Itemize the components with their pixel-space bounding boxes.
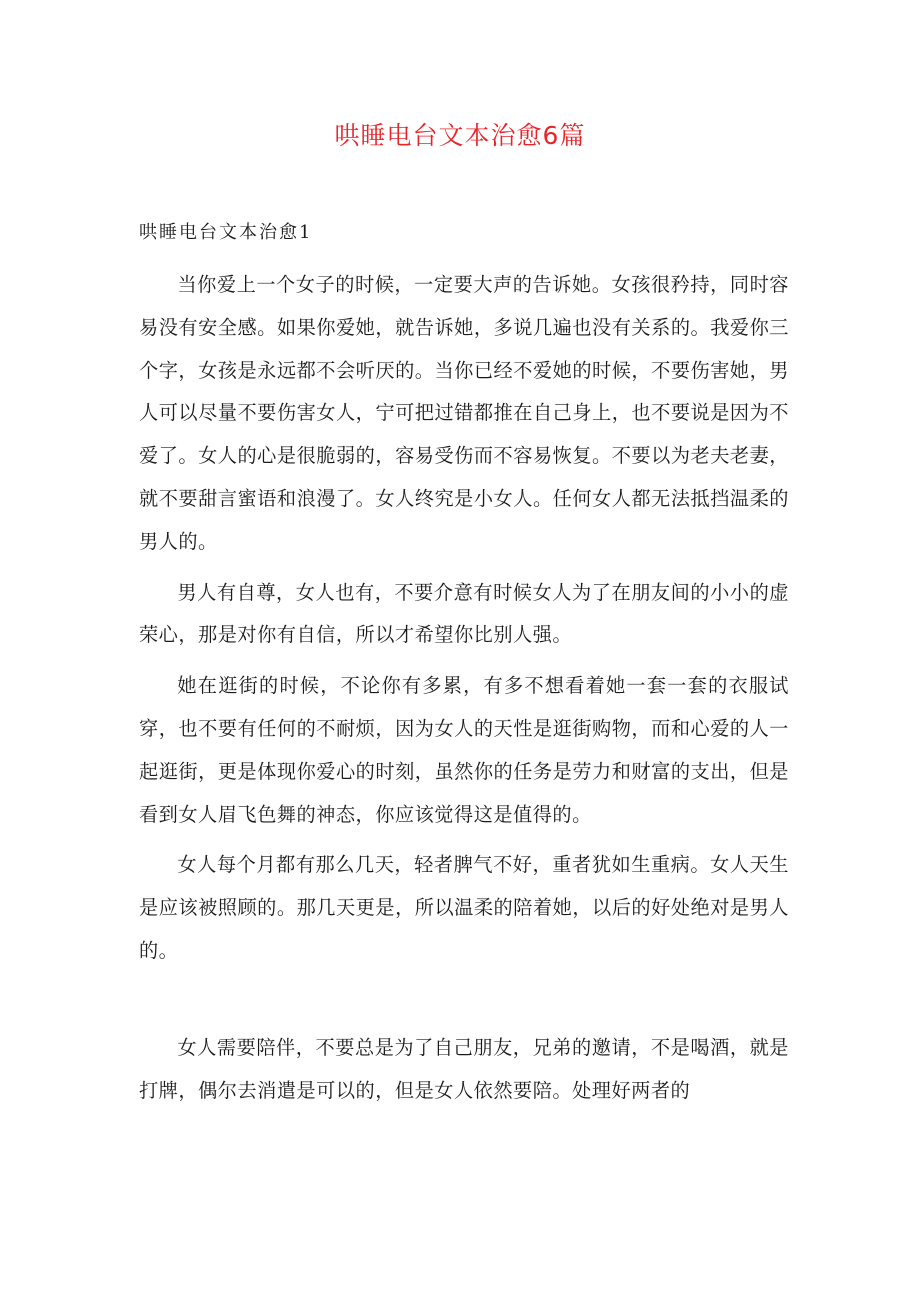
paragraph: 女人需要陪伴，不要总是为了自己朋友，兄弟的邀请，不是喝酒，就是打牌，偶尔去消遣是可以的，但是女人依然要陪。处理好两者的 [139,1035,789,1102]
page-title: 哄睡电台文本治愈6篇 [334,121,586,150]
section-body [139,264,789,1120]
paragraph: 她在逛街的时候，不论你有多累，有多不想看着她一套一套的衣服试穿，也不要有任何的不耐烦，因为女人的天性是逛街购物，而和心爱的人一起逛街，更是体现你爱心的时刻，虽然你的任务是劳力和财富的支出，但是看到女人眉飞色舞的神态，你应该觉得这是值得的。 [139,674,789,826]
paragraph: 男人有自尊，女人也有，不要介意有时候女人为了在朋友间的小小的虚荣心，那是对你有自信，所以才希望你比别人强。 [139,580,789,647]
paragraph: 女人每个月都有那么几天，轻者脾气不好，重者犹如生重病。女人天生是应该被照顾的。那几天更是，所以温柔的陪着她，以后的好处绝对是男人的。 [139,853,789,962]
paragraph: 当你爱上一个女子的时候，一定要大声的告诉她。女孩很矜持，同时容易没有安全感。如果你爱她，就告诉她，多说几遍也没有关系的。我爱你三个字，女孩是永远都不会听厌的。当你已经不爱她的时候，不要伤害她，男人可以尽量不要伤害女人，宁可把过错都推在自己身上，也不要说是因为不爱了。女人的心是很脆弱的，容易受伤而不容易恢复。不要以为老夫老妻，就不要甜言蜜语和浪漫了。女人终究是小女人。任何女人都无法抵挡温柔的男人的。 [139,273,789,553]
section-heading: 哄睡电台文本治愈1 [139,222,313,243]
